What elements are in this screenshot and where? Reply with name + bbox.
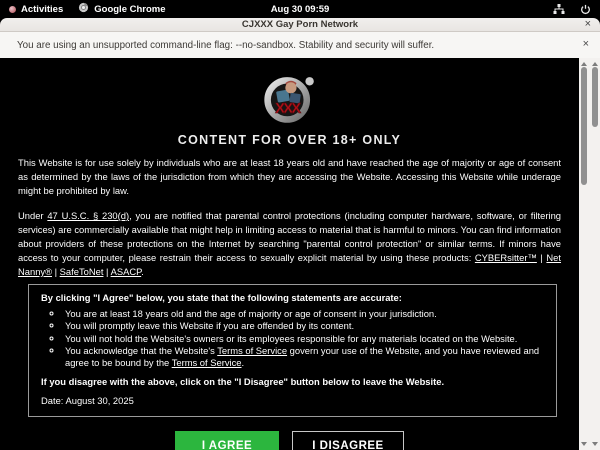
para2-period: .	[141, 266, 144, 277]
inner-scrollbar-thumb[interactable]	[581, 67, 587, 185]
window-titlebar[interactable]	[0, 18, 600, 32]
window-close-button[interactable]: ×	[584, 18, 591, 30]
site-logo	[262, 71, 318, 127]
list-item: ◦ You will promptly leave this Website if you are offended by its content.	[63, 320, 544, 332]
warning-message: You are using an unsupported command-line flag: --no-sandbox. Stability and security will suffer.	[17, 39, 435, 51]
scroll-up-arrow-icon[interactable]	[592, 62, 598, 66]
page-title: CONTENT FOR OVER 18+ ONLY	[177, 133, 402, 147]
terms-of-service-link-2[interactable]: Terms of Service	[171, 357, 242, 369]
age-gate-page	[0, 58, 579, 450]
cybersitter-link[interactable]: CYBERsitter™	[474, 252, 537, 263]
safetonet-link[interactable]: SafeToNet	[59, 266, 104, 277]
bullet4-text-1: You acknowledge that the Website's	[65, 344, 218, 356]
window-title: CJXXX Gay Porn Network	[241, 19, 359, 30]
agreement-list	[41, 308, 544, 369]
activities-button[interactable]	[9, 4, 63, 15]
outer-scrollbar-thumb[interactable]	[592, 67, 598, 127]
list-item: ◦ You will not hold the Website's owners or its employees responsible for any materials located on the Website.	[63, 333, 544, 345]
parental-control-paragraph	[18, 209, 561, 279]
inner-scrollbar[interactable]	[579, 58, 589, 450]
product-separator: |	[52, 266, 60, 277]
list-item: ◦ You are at least 18 years old and the age of majority or age of consent in your jurisdiction.	[63, 308, 544, 320]
scrollbar-area	[579, 58, 600, 450]
date-line: Date: August 30, 2025	[41, 395, 134, 407]
clock-button[interactable]: Aug 30 09:59	[270, 3, 330, 15]
banner-close-button[interactable]: ×	[582, 38, 589, 50]
i-disagree-button[interactable]: I DISAGREE	[292, 431, 404, 450]
net-nanny-link[interactable]: Net Nanny®	[18, 252, 561, 277]
agreement-intro: By clicking "I Agree" below, you state that the following statements are accurate:	[41, 292, 402, 303]
activities-dot-icon	[9, 6, 16, 13]
svg-text:XXX: XXX	[274, 100, 299, 117]
power-icon[interactable]	[580, 4, 591, 15]
asacp-link[interactable]: ASACP	[110, 266, 142, 277]
scroll-up-arrow-icon[interactable]	[581, 62, 587, 66]
chrome-warning-banner	[0, 32, 600, 58]
app-menu-label: Google Chrome	[94, 3, 166, 15]
terms-of-service-link[interactable]: Terms of Service	[217, 344, 288, 356]
usc-230d-link[interactable]: 47 U.S.C. § 230(d)	[47, 210, 130, 221]
bullet4-period: .	[241, 357, 245, 369]
list-item	[63, 345, 544, 370]
age-statement-paragraph: This Website is for use solely by individuals who are at least 18 years old and have reached the age of majority or age of consent as determined by the laws of the jurisdiction from which they are accessing the Website. Accessing this Website while underage might be prohibited by law.	[18, 157, 561, 196]
activities-label: Activities	[21, 3, 64, 15]
bullet4-text-2: govern your use of the Website, and you have reviewed and agree to be bound by the	[65, 344, 540, 369]
scroll-down-arrow-icon[interactable]	[592, 442, 598, 446]
disagree-note: If you disagree with the above, click on the "I Disagree" button below to leave the Website.	[41, 376, 445, 388]
product-separator: |	[536, 252, 547, 263]
app-menu-button[interactable]	[78, 2, 165, 16]
i-agree-button[interactable]: I AGREE	[175, 431, 279, 450]
agreement-box	[28, 284, 557, 417]
product-separator: |	[103, 266, 111, 277]
network-icon[interactable]	[553, 4, 565, 15]
scroll-down-arrow-icon[interactable]	[581, 442, 587, 446]
consent-buttons-row	[0, 431, 579, 450]
gnome-top-bar	[0, 0, 600, 18]
para2-text-2: , you are notified that parental control protections (including computer hardware, software, or filtering services) are commercially available that might help in limiting access to material that is harmful to minors. You can find information about providers of these protections on the Internet by searching "parental control protection" or similar terms. If minors have access to your computer, please restrain their access to sexually explicit material by using these products:	[18, 210, 561, 263]
para2-text-1: Under	[18, 210, 48, 221]
outer-scrollbar[interactable]	[590, 58, 600, 450]
chrome-icon	[78, 2, 89, 16]
